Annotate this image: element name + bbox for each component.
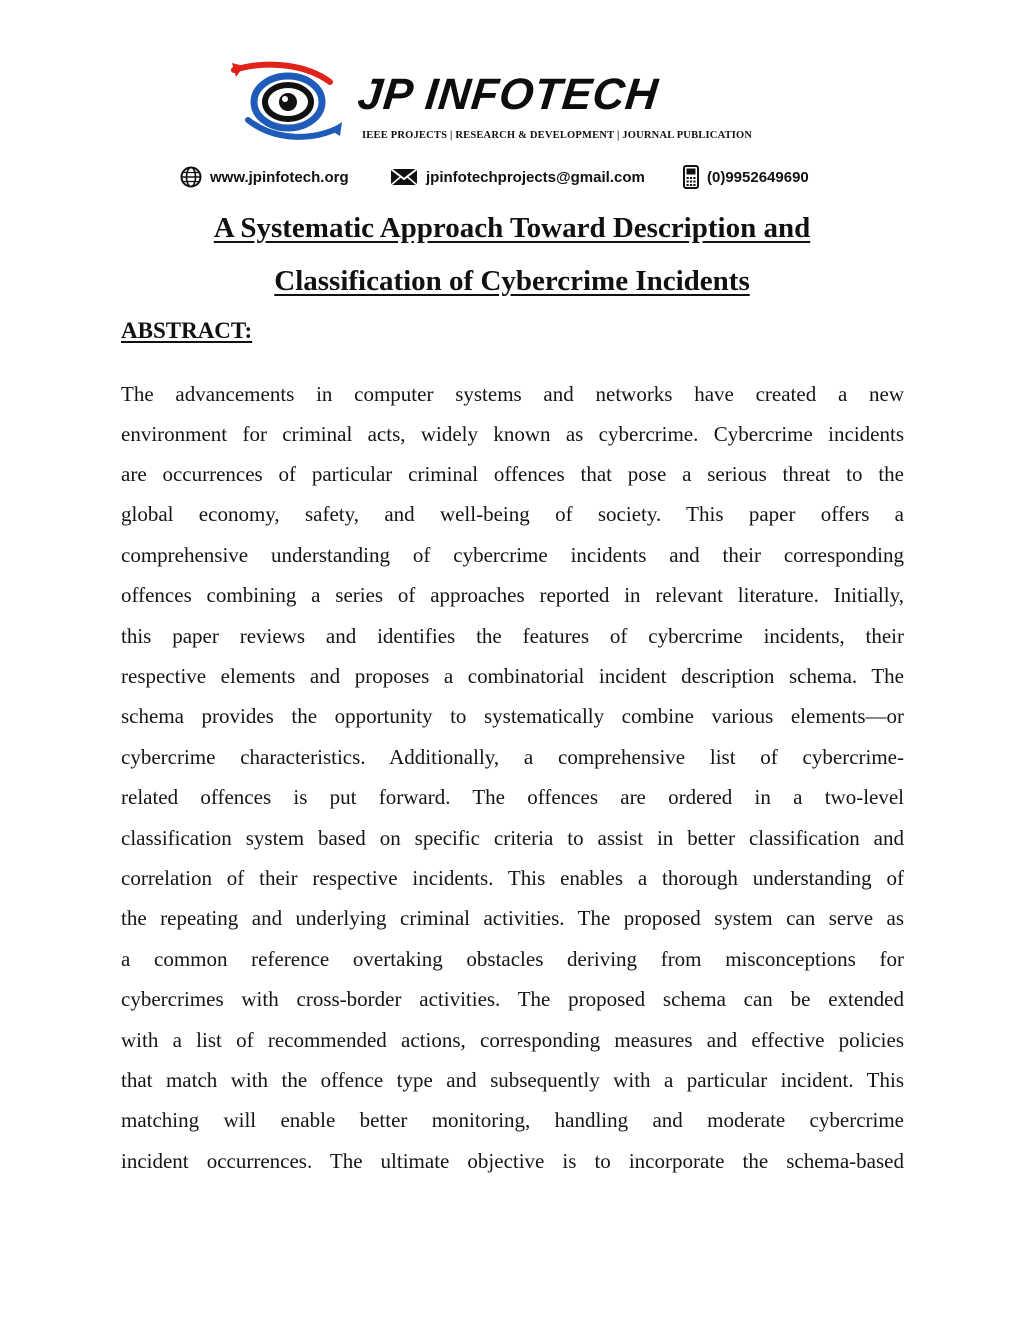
document-title-line-2: Classification of Cybercrime Incidents <box>274 265 750 297</box>
phone-text: (0)9952649690 <box>707 168 809 186</box>
abstract-line: cybercrime characteristics. Additionally, a comprehensive list of cybercrime- <box>121 745 904 769</box>
abstract-line: incident occurrences. The ultimate objective is to incorporate the schema-based <box>121 1149 904 1173</box>
abstract-line: respective elements and proposes a combinatorial incident description schema. The <box>121 664 904 688</box>
website-text: www.jpinfotech.org <box>210 168 349 186</box>
abstract-line: related offences is put forward. The offences are ordered in a two-level <box>121 785 904 809</box>
envelope-icon <box>390 168 418 186</box>
email-text: jpinfotechprojects@gmail.com <box>426 168 645 186</box>
brand-name: JP INFOTECH <box>355 70 661 119</box>
abstract-line: comprehensive understanding of cybercrime incidents and their corresponding <box>121 543 904 567</box>
abstract-line: environment for criminal acts, widely known as cybercrime. Cybercrime incidents <box>121 422 904 446</box>
abstract-line: matching will enable better monitoring, handling and moderate cybercrime <box>121 1108 904 1132</box>
jp-infotech-logo-icon <box>226 60 346 144</box>
abstract-line: classification system based on specific criteria to assist in better classification and <box>121 826 904 850</box>
brand-tagline: IEEE PROJECTS | RESEARCH & DEVELOPMENT | JOURNAL PUBLICATION <box>362 130 753 141</box>
abstract-line: The advancements in computer systems and networks have created a new <box>121 382 904 406</box>
abstract-line: schema provides the opportunity to systematically combine various elements—or <box>121 704 904 728</box>
abstract-line: offences combining a series of approaches reported in relevant literature. Initially, <box>121 583 904 607</box>
abstract-heading: ABSTRACT: <box>121 318 253 343</box>
abstract-line: cybercrimes with cross-border activities. The proposed schema can be extended <box>121 987 904 1011</box>
abstract-line: that match with the offence type and subsequently with a particular incident. This <box>121 1068 904 1092</box>
abstract-line: this paper reviews and identifies the features of cybercrime incidents, their <box>121 624 904 648</box>
phone-icon <box>683 165 699 189</box>
globe-icon <box>180 166 202 188</box>
abstract-line: a common reference overtaking obstacles deriving from misconceptions for <box>121 947 904 971</box>
contact-email <box>390 163 645 191</box>
contact-website <box>180 163 349 191</box>
abstract-line: with a list of recommended actions, corresponding measures and effective policies <box>121 1028 904 1052</box>
abstract-line: correlation of their respective incidents. This enables a thorough understanding of <box>121 866 904 890</box>
abstract-line: the repeating and underlying criminal activities. The proposed system can serve as <box>121 906 904 930</box>
letterhead <box>0 0 1024 200</box>
contact-phone <box>683 163 809 191</box>
abstract-line: global economy, safety, and well-being of society. This paper offers a <box>121 502 904 526</box>
abstract-line: are occurrences of particular criminal offences that pose a serious threat to the <box>121 462 904 486</box>
document-title-line-1: A Systematic Approach Toward Description and <box>213 212 811 244</box>
